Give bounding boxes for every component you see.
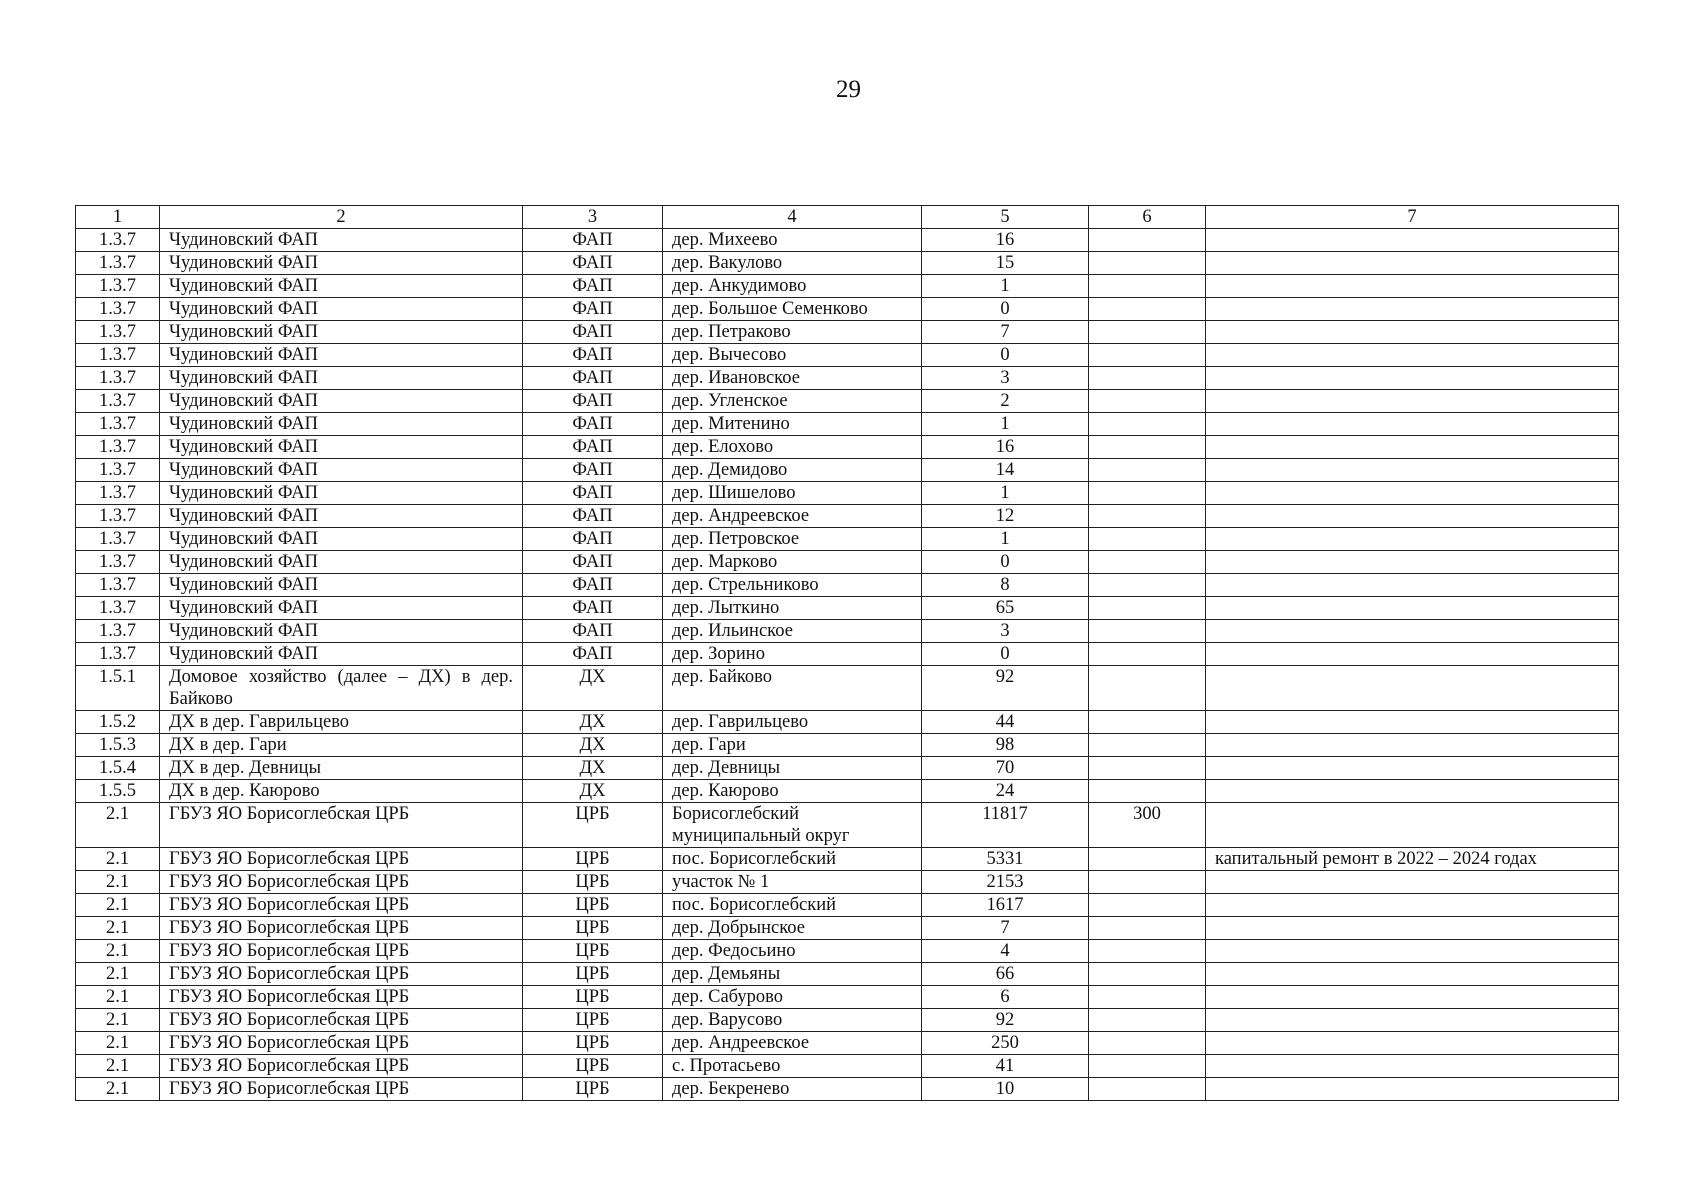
locality-cell: дер. Елохово <box>663 436 922 459</box>
population-cell: 8 <box>922 574 1089 597</box>
institution-cell: Чудиновский ФАП <box>160 505 523 528</box>
capacity-cell <box>1089 321 1206 344</box>
row-number-cell: 2.1 <box>76 1032 160 1055</box>
locality-cell: дер. Варусово <box>663 1009 922 1032</box>
institution-cell: Чудиновский ФАП <box>160 436 523 459</box>
population-cell: 14 <box>922 459 1089 482</box>
locality-cell: дер. Большое Семенково <box>663 298 922 321</box>
institution-cell: Чудиновский ФАП <box>160 482 523 505</box>
row-number-cell: 1.3.7 <box>76 367 160 390</box>
type-cell: ФАП <box>523 275 663 298</box>
row-number-cell: 1.5.1 <box>76 666 160 711</box>
row-number-cell: 1.3.7 <box>76 620 160 643</box>
note-cell <box>1206 344 1619 367</box>
locality-cell: дер. Марково <box>663 551 922 574</box>
row-number-cell: 2.1 <box>76 871 160 894</box>
type-cell: ДХ <box>523 734 663 757</box>
population-cell: 16 <box>922 436 1089 459</box>
row-number-cell: 1.3.7 <box>76 528 160 551</box>
row-number-cell: 1.3.7 <box>76 459 160 482</box>
row-number-cell: 1.3.7 <box>76 298 160 321</box>
type-cell: ФАП <box>523 459 663 482</box>
row-number-cell: 2.1 <box>76 940 160 963</box>
type-cell: ФАП <box>523 252 663 275</box>
locality-cell: дер. Ильинское <box>663 620 922 643</box>
header-cell: 4 <box>663 206 922 229</box>
population-cell: 0 <box>922 551 1089 574</box>
capacity-cell <box>1089 757 1206 780</box>
type-cell: ФАП <box>523 229 663 252</box>
capacity-cell: 300 <box>1089 803 1206 848</box>
capacity-cell <box>1089 367 1206 390</box>
capacity-cell <box>1089 734 1206 757</box>
note-cell <box>1206 413 1619 436</box>
table-row <box>76 597 1619 620</box>
note-cell <box>1206 711 1619 734</box>
locality-cell: дер. Андреевское <box>663 1032 922 1055</box>
locality-cell: дер. Зорино <box>663 643 922 666</box>
population-cell: 92 <box>922 666 1089 711</box>
table-header-row <box>76 206 1619 229</box>
data-table <box>75 205 1619 1101</box>
population-cell: 0 <box>922 643 1089 666</box>
note-cell <box>1206 482 1619 505</box>
note-cell <box>1206 643 1619 666</box>
institution-cell: ГБУЗ ЯО Борисоглебская ЦРБ <box>160 871 523 894</box>
type-cell: ФАП <box>523 413 663 436</box>
type-cell: ДХ <box>523 780 663 803</box>
type-cell: ФАП <box>523 321 663 344</box>
population-cell: 24 <box>922 780 1089 803</box>
row-number-cell: 2.1 <box>76 1009 160 1032</box>
locality-cell: дер. Гаврильцево <box>663 711 922 734</box>
locality-cell: дер. Гари <box>663 734 922 757</box>
capacity-cell <box>1089 482 1206 505</box>
population-cell: 2 <box>922 390 1089 413</box>
population-cell: 4 <box>922 940 1089 963</box>
locality-cell: дер. Байково <box>663 666 922 711</box>
note-cell <box>1206 1009 1619 1032</box>
population-cell: 41 <box>922 1055 1089 1078</box>
institution-cell: Чудиновский ФАП <box>160 643 523 666</box>
note-cell <box>1206 574 1619 597</box>
row-number-cell: 2.1 <box>76 963 160 986</box>
note-cell <box>1206 390 1619 413</box>
note-cell <box>1206 229 1619 252</box>
row-number-cell: 2.1 <box>76 848 160 871</box>
type-cell: ДХ <box>523 711 663 734</box>
row-number-cell: 1.3.7 <box>76 643 160 666</box>
type-cell: ЦРБ <box>523 894 663 917</box>
type-cell: ФАП <box>523 390 663 413</box>
institution-cell: ГБУЗ ЯО Борисоглебская ЦРБ <box>160 1009 523 1032</box>
institution-cell: ДХ в дер. Гари <box>160 734 523 757</box>
note-cell <box>1206 1055 1619 1078</box>
population-cell: 1 <box>922 482 1089 505</box>
institution-cell: Чудиновский ФАП <box>160 298 523 321</box>
population-cell: 12 <box>922 505 1089 528</box>
capacity-cell <box>1089 620 1206 643</box>
type-cell: ЦРБ <box>523 1032 663 1055</box>
type-cell: ФАП <box>523 344 663 367</box>
population-cell: 98 <box>922 734 1089 757</box>
row-number-cell: 1.5.5 <box>76 780 160 803</box>
capacity-cell <box>1089 917 1206 940</box>
institution-cell: Чудиновский ФАП <box>160 574 523 597</box>
locality-cell: пос. Борисоглебский <box>663 848 922 871</box>
institution-cell: Чудиновский ФАП <box>160 528 523 551</box>
capacity-cell <box>1089 940 1206 963</box>
population-cell: 1 <box>922 275 1089 298</box>
note-cell <box>1206 963 1619 986</box>
note-cell <box>1206 551 1619 574</box>
table-row <box>76 367 1619 390</box>
capacity-cell <box>1089 252 1206 275</box>
note-cell <box>1206 298 1619 321</box>
note-cell <box>1206 597 1619 620</box>
institution-cell: Чудиновский ФАП <box>160 252 523 275</box>
population-cell: 1 <box>922 413 1089 436</box>
table-row <box>76 1009 1619 1032</box>
note-cell <box>1206 505 1619 528</box>
institution-cell: ГБУЗ ЯО Борисоглебская ЦРБ <box>160 803 523 848</box>
population-cell: 16 <box>922 229 1089 252</box>
header-cell: 7 <box>1206 206 1619 229</box>
header-cell: 6 <box>1089 206 1206 229</box>
locality-cell: дер. Федосьино <box>663 940 922 963</box>
table-row <box>76 344 1619 367</box>
page-number: 29 <box>836 76 861 103</box>
capacity-cell <box>1089 1032 1206 1055</box>
capacity-cell <box>1089 986 1206 1009</box>
locality-cell: пос. Борисоглебский <box>663 894 922 917</box>
population-cell: 44 <box>922 711 1089 734</box>
type-cell: ДХ <box>523 757 663 780</box>
type-cell: ФАП <box>523 574 663 597</box>
locality-cell: дер. Анкудимово <box>663 275 922 298</box>
row-number-cell: 1.3.7 <box>76 413 160 436</box>
capacity-cell <box>1089 848 1206 871</box>
table-row <box>76 940 1619 963</box>
type-cell: ФАП <box>523 505 663 528</box>
table-row <box>76 711 1619 734</box>
capacity-cell <box>1089 229 1206 252</box>
institution-cell: ГБУЗ ЯО Борисоглебская ЦРБ <box>160 986 523 1009</box>
population-cell: 70 <box>922 757 1089 780</box>
institution-cell: Чудиновский ФАП <box>160 551 523 574</box>
header-cell: 3 <box>523 206 663 229</box>
locality-cell: участок № 1 <box>663 871 922 894</box>
type-cell: ФАП <box>523 298 663 321</box>
population-cell: 2153 <box>922 871 1089 894</box>
type-cell: ЦРБ <box>523 1055 663 1078</box>
locality-cell: дер. Петровское <box>663 528 922 551</box>
locality-cell: дер. Добрынское <box>663 917 922 940</box>
note-cell <box>1206 620 1619 643</box>
table-row <box>76 459 1619 482</box>
note-cell <box>1206 321 1619 344</box>
note-cell <box>1206 780 1619 803</box>
header-cell: 1 <box>76 206 160 229</box>
population-cell: 7 <box>922 917 1089 940</box>
note-cell <box>1206 986 1619 1009</box>
note-cell <box>1206 894 1619 917</box>
locality-cell: дер. Стрельниково <box>663 574 922 597</box>
type-cell: ФАП <box>523 482 663 505</box>
row-number-cell: 2.1 <box>76 1078 160 1101</box>
locality-cell: дер. Бекренево <box>663 1078 922 1101</box>
table-row <box>76 275 1619 298</box>
row-number-cell: 1.3.7 <box>76 482 160 505</box>
locality-cell: с. Протасьево <box>663 1055 922 1078</box>
institution-cell: Чудиновский ФАП <box>160 367 523 390</box>
table-row <box>76 757 1619 780</box>
row-number-cell: 2.1 <box>76 917 160 940</box>
table-row <box>76 894 1619 917</box>
note-cell <box>1206 734 1619 757</box>
table-row <box>76 505 1619 528</box>
capacity-cell <box>1089 894 1206 917</box>
note-cell <box>1206 666 1619 711</box>
type-cell: ЦРБ <box>523 803 663 848</box>
locality-cell: дер. Сабурово <box>663 986 922 1009</box>
population-cell: 65 <box>922 597 1089 620</box>
locality-cell: дер. Каюрово <box>663 780 922 803</box>
capacity-cell <box>1089 1055 1206 1078</box>
type-cell: ФАП <box>523 643 663 666</box>
institution-cell: Чудиновский ФАП <box>160 620 523 643</box>
institution-cell: ГБУЗ ЯО Борисоглебская ЦРБ <box>160 917 523 940</box>
row-number-cell: 2.1 <box>76 894 160 917</box>
row-number-cell: 1.3.7 <box>76 436 160 459</box>
type-cell: ЦРБ <box>523 917 663 940</box>
population-cell: 250 <box>922 1032 1089 1055</box>
note-cell <box>1206 1032 1619 1055</box>
header-cell: 5 <box>922 206 1089 229</box>
locality-cell: дер. Митенино <box>663 413 922 436</box>
table-row <box>76 780 1619 803</box>
table-row <box>76 1078 1619 1101</box>
capacity-cell <box>1089 436 1206 459</box>
institution-cell: ГБУЗ ЯО Борисоглебская ЦРБ <box>160 1055 523 1078</box>
row-number-cell: 1.3.7 <box>76 229 160 252</box>
capacity-cell <box>1089 275 1206 298</box>
note-cell <box>1206 803 1619 848</box>
note-cell <box>1206 252 1619 275</box>
locality-cell: дер. Лыткино <box>663 597 922 620</box>
locality-cell: дер. Демидово <box>663 459 922 482</box>
table-row <box>76 1032 1619 1055</box>
table-row <box>76 986 1619 1009</box>
note-cell <box>1206 757 1619 780</box>
capacity-cell <box>1089 390 1206 413</box>
table-row <box>76 252 1619 275</box>
note-cell: капитальный ремонт в 2022 – 2024 годах <box>1206 848 1619 871</box>
row-number-cell: 1.3.7 <box>76 275 160 298</box>
population-cell: 3 <box>922 367 1089 390</box>
capacity-cell <box>1089 666 1206 711</box>
capacity-cell <box>1089 780 1206 803</box>
capacity-cell <box>1089 871 1206 894</box>
row-number-cell: 1.3.7 <box>76 252 160 275</box>
locality-cell: дер. Андреевское <box>663 505 922 528</box>
row-number-cell: 2.1 <box>76 803 160 848</box>
note-cell <box>1206 367 1619 390</box>
note-cell <box>1206 459 1619 482</box>
table-row <box>76 620 1619 643</box>
institution-cell: Чудиновский ФАП <box>160 275 523 298</box>
capacity-cell <box>1089 551 1206 574</box>
institution-cell: Домовое хозяйство (далее – ДХ) в дер. Байково <box>160 666 523 711</box>
institution-cell: ГБУЗ ЯО Борисоглебская ЦРБ <box>160 963 523 986</box>
population-cell: 1617 <box>922 894 1089 917</box>
row-number-cell: 2.1 <box>76 986 160 1009</box>
row-number-cell: 1.3.7 <box>76 390 160 413</box>
row-number-cell: 1.3.7 <box>76 574 160 597</box>
table-row <box>76 917 1619 940</box>
table-row <box>76 482 1619 505</box>
institution-cell: ГБУЗ ЯО Борисоглебская ЦРБ <box>160 848 523 871</box>
locality-cell: дер. Ивановское <box>663 367 922 390</box>
table-row <box>76 436 1619 459</box>
population-cell: 0 <box>922 344 1089 367</box>
note-cell <box>1206 871 1619 894</box>
population-cell: 0 <box>922 298 1089 321</box>
type-cell: ЦРБ <box>523 871 663 894</box>
population-cell: 7 <box>922 321 1089 344</box>
table-row <box>76 551 1619 574</box>
row-number-cell: 1.3.7 <box>76 344 160 367</box>
row-number-cell: 1.5.2 <box>76 711 160 734</box>
row-number-cell: 1.3.7 <box>76 321 160 344</box>
table-row <box>76 574 1619 597</box>
note-cell <box>1206 275 1619 298</box>
capacity-cell <box>1089 413 1206 436</box>
table-row <box>76 298 1619 321</box>
row-number-cell: 1.5.4 <box>76 757 160 780</box>
type-cell: ФАП <box>523 620 663 643</box>
table-row <box>76 643 1619 666</box>
table-row <box>76 1055 1619 1078</box>
table-row <box>76 390 1619 413</box>
type-cell: ФАП <box>523 367 663 390</box>
table-row <box>76 413 1619 436</box>
population-cell: 66 <box>922 963 1089 986</box>
locality-cell: дер. Девницы <box>663 757 922 780</box>
population-cell: 3 <box>922 620 1089 643</box>
row-number-cell: 1.3.7 <box>76 597 160 620</box>
capacity-cell <box>1089 1078 1206 1101</box>
table-row <box>76 871 1619 894</box>
row-number-cell: 1.3.7 <box>76 551 160 574</box>
table-row <box>76 321 1619 344</box>
capacity-cell <box>1089 1009 1206 1032</box>
institution-cell: ГБУЗ ЯО Борисоглебская ЦРБ <box>160 894 523 917</box>
locality-cell: Борисоглебский муниципальный округ <box>663 803 922 848</box>
population-cell: 10 <box>922 1078 1089 1101</box>
population-cell: 92 <box>922 1009 1089 1032</box>
capacity-cell <box>1089 298 1206 321</box>
institution-cell: ДХ в дер. Девницы <box>160 757 523 780</box>
row-number-cell: 1.3.7 <box>76 505 160 528</box>
institution-cell: Чудиновский ФАП <box>160 413 523 436</box>
table-row <box>76 963 1619 986</box>
capacity-cell <box>1089 963 1206 986</box>
locality-cell: дер. Вычесово <box>663 344 922 367</box>
type-cell: ФАП <box>523 597 663 620</box>
population-cell: 5331 <box>922 848 1089 871</box>
capacity-cell <box>1089 528 1206 551</box>
type-cell: ФАП <box>523 551 663 574</box>
table-row <box>76 803 1619 848</box>
type-cell: ФАП <box>523 436 663 459</box>
type-cell: ЦРБ <box>523 1009 663 1032</box>
type-cell: ЦРБ <box>523 986 663 1009</box>
institution-cell: Чудиновский ФАП <box>160 229 523 252</box>
capacity-cell <box>1089 574 1206 597</box>
institution-cell: Чудиновский ФАП <box>160 390 523 413</box>
row-number-cell: 1.5.3 <box>76 734 160 757</box>
population-cell: 15 <box>922 252 1089 275</box>
capacity-cell <box>1089 643 1206 666</box>
table-row <box>76 528 1619 551</box>
institution-cell: ГБУЗ ЯО Борисоглебская ЦРБ <box>160 940 523 963</box>
locality-cell: дер. Михеево <box>663 229 922 252</box>
header-cell: 2 <box>160 206 523 229</box>
institution-cell: ГБУЗ ЯО Борисоглебская ЦРБ <box>160 1078 523 1101</box>
institution-cell: Чудиновский ФАП <box>160 321 523 344</box>
capacity-cell <box>1089 597 1206 620</box>
institution-cell: Чудиновский ФАП <box>160 344 523 367</box>
type-cell: ДХ <box>523 666 663 711</box>
population-cell: 1 <box>922 528 1089 551</box>
population-cell: 6 <box>922 986 1089 1009</box>
locality-cell: дер. Демьяны <box>663 963 922 986</box>
institution-cell: ДХ в дер. Гаврильцево <box>160 711 523 734</box>
capacity-cell <box>1089 505 1206 528</box>
locality-cell: дер. Петраково <box>663 321 922 344</box>
institution-cell: ГБУЗ ЯО Борисоглебская ЦРБ <box>160 1032 523 1055</box>
capacity-cell <box>1089 711 1206 734</box>
note-cell <box>1206 436 1619 459</box>
type-cell: ЦРБ <box>523 963 663 986</box>
type-cell: ЦРБ <box>523 940 663 963</box>
population-cell: 11817 <box>922 803 1089 848</box>
table-row <box>76 848 1619 871</box>
table-row <box>76 734 1619 757</box>
institution-cell: ДХ в дер. Каюрово <box>160 780 523 803</box>
institution-cell: Чудиновский ФАП <box>160 597 523 620</box>
note-cell <box>1206 940 1619 963</box>
note-cell <box>1206 1078 1619 1101</box>
note-cell <box>1206 917 1619 940</box>
table-row <box>76 666 1619 711</box>
note-cell <box>1206 528 1619 551</box>
row-number-cell: 2.1 <box>76 1055 160 1078</box>
type-cell: ЦРБ <box>523 1078 663 1101</box>
capacity-cell <box>1089 459 1206 482</box>
capacity-cell <box>1089 344 1206 367</box>
type-cell: ФАП <box>523 528 663 551</box>
locality-cell: дер. Вакулово <box>663 252 922 275</box>
institution-cell: Чудиновский ФАП <box>160 459 523 482</box>
locality-cell: дер. Шишелово <box>663 482 922 505</box>
locality-cell: дер. Угленское <box>663 390 922 413</box>
type-cell: ЦРБ <box>523 848 663 871</box>
table-row <box>76 229 1619 252</box>
